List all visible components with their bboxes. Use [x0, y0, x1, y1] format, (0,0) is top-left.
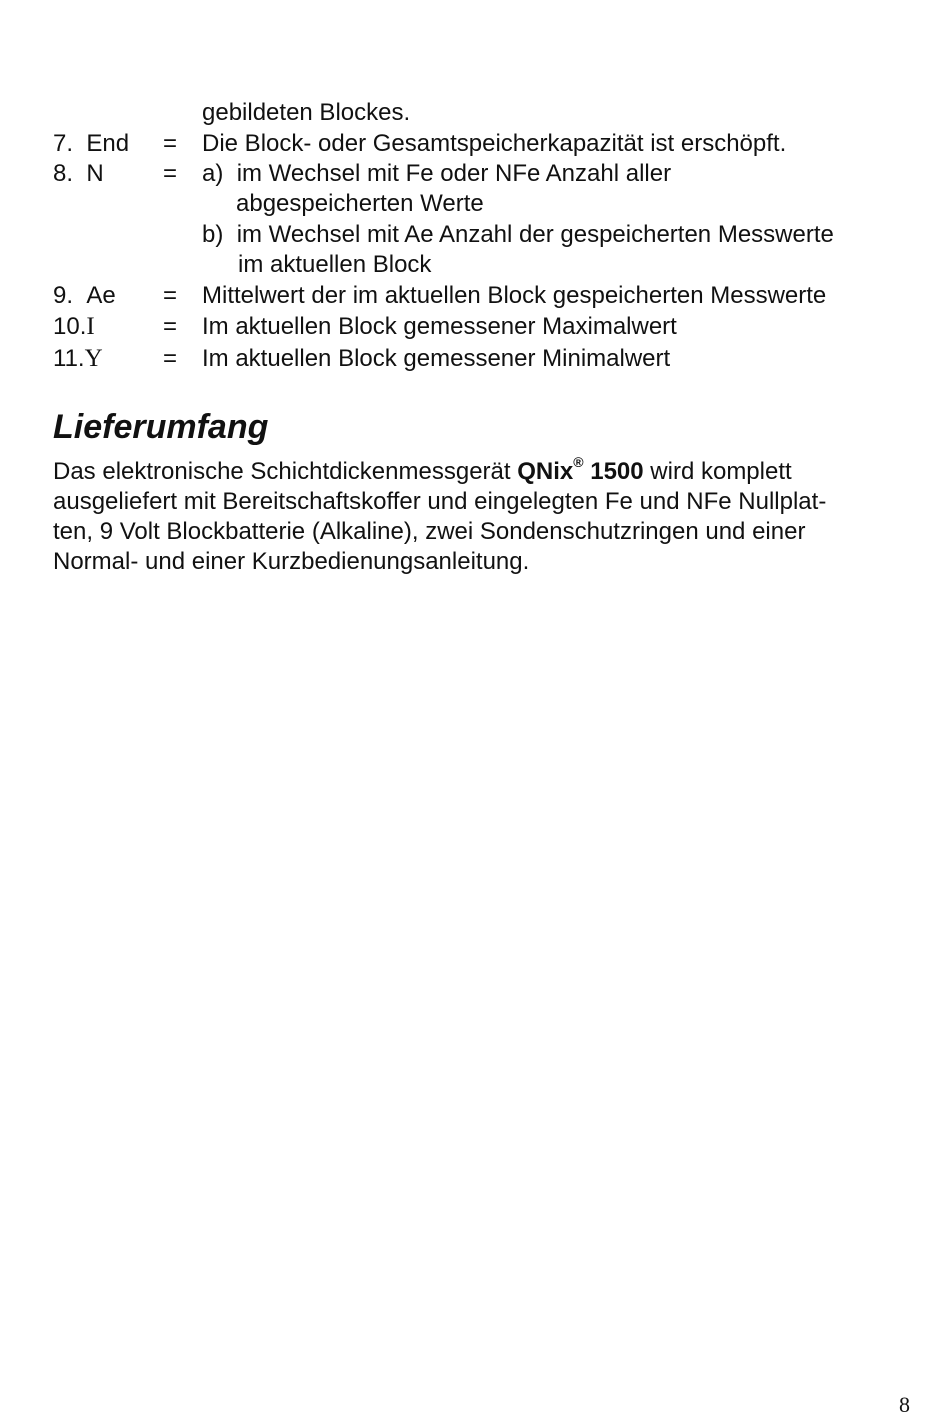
product-model: 1500 [583, 458, 644, 485]
section-heading: Lieferumfang [53, 408, 269, 446]
max-symbol: I [86, 313, 95, 340]
paragraph-intro: Das elektronische Schichtdickenmessgerät [53, 458, 518, 485]
registered-mark: ® [573, 454, 584, 470]
item-8-number [53, 159, 104, 189]
item-11-equals: = [163, 345, 178, 372]
item-8-b-line2: im aktuellen Block [238, 251, 432, 278]
item-8-equals: = [163, 160, 178, 187]
item-8-a-label: a) [202, 160, 224, 187]
paragraph-line-3: ten, 9 Volt Blockbatterie (Alkaline), zwei Sondenschutzringen und einer [53, 518, 806, 545]
item-9-index: 9. [53, 282, 74, 309]
item-7-equals: = [163, 130, 178, 157]
min-symbol: Y [84, 345, 103, 372]
page-number: 8 [899, 1392, 910, 1417]
item-8-b-text: im Wechsel mit Ae Anzahl der gespeicherten Messwerte [236, 221, 834, 248]
item-10-index: 10. [53, 313, 87, 340]
item-8-b-line1 [202, 220, 834, 250]
item-7-index: 7. [53, 130, 74, 157]
item-11-number [53, 344, 103, 374]
item-7-number [53, 129, 129, 159]
paragraph-line-1 [53, 454, 792, 487]
paragraph-line-2: ausgeliefert mit Bereitschaftskoffer und eingelegten Fe und NFe Nullplat- [53, 488, 827, 515]
product-name: QNix [517, 458, 574, 485]
item-9-key: Ae [86, 282, 116, 309]
paragraph-line-4: Normal- und einer Kurzbedienungsanleitung. [53, 548, 530, 575]
list-continuation: gebildeten Blockes. [202, 99, 411, 126]
item-8-a-text: im Wechsel mit Fe oder NFe Anzahl aller [236, 160, 672, 187]
item-9-equals: = [163, 282, 178, 309]
item-10-equals: = [163, 313, 178, 340]
item-8-b-label: b) [202, 221, 224, 248]
item-8-a-line2: abgespeicherten Werte [236, 190, 484, 217]
item-8-a-line1 [202, 159, 671, 189]
item-8-index: 8. [53, 160, 74, 187]
item-11-text: Im aktuellen Block gemessener Minimalwert [202, 345, 671, 372]
item-7-key: End [86, 130, 130, 157]
item-9-number [53, 281, 116, 311]
item-8-key: N [86, 160, 104, 187]
item-9-text: Mittelwert der im aktuellen Block gespeicherten Messwerte [202, 282, 827, 309]
item-10-number [53, 312, 95, 342]
item-11-index: 11. [53, 345, 85, 372]
paragraph-line-1-end: wird komplett [643, 458, 792, 485]
item-10-text: Im aktuellen Block gemessener Maximalwert [202, 313, 677, 340]
item-7-text: Die Block- oder Gesamtspeicherkapazität ist erschöpft. [202, 130, 787, 157]
